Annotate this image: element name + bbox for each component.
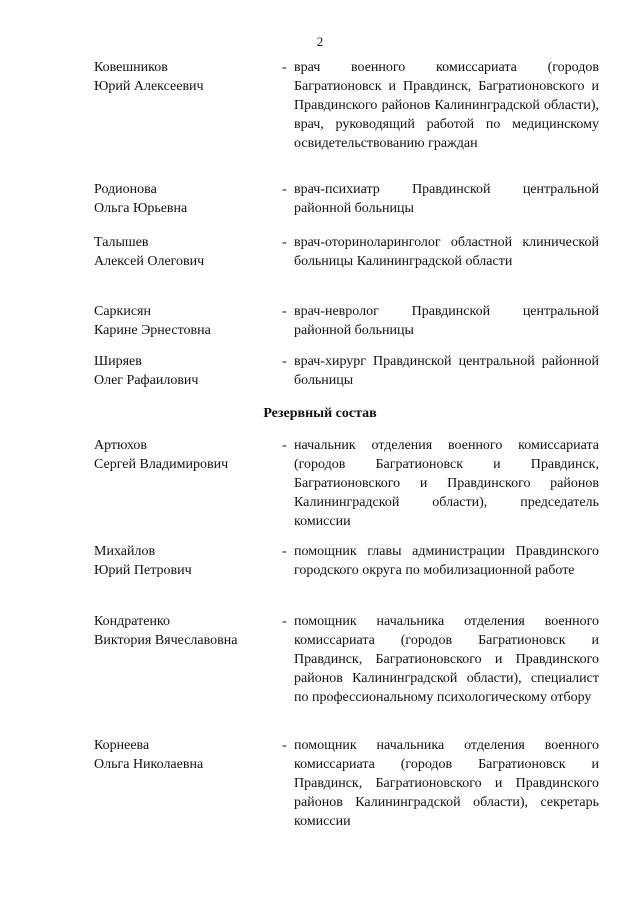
dash-separator: - [282, 738, 287, 753]
member-name [94, 302, 274, 340]
member-given-names: Ольга Николаевна [94, 757, 204, 772]
member-name [94, 233, 274, 271]
member-surname: Кондратенко [94, 614, 171, 629]
member-name [94, 736, 274, 774]
dash-separator: - [282, 438, 287, 453]
dash-separator: - [282, 182, 287, 197]
member-position: помощник главы администрации Правдинского городского округа по мобилизационной работе [294, 544, 599, 578]
member-surname: Талышев [94, 235, 149, 250]
reserve-section-title: Резервный состав [263, 406, 377, 421]
member-surname: Родионова [94, 182, 157, 197]
dash-separator: - [282, 235, 287, 250]
member-surname: Ширяев [94, 354, 142, 369]
member-name [94, 612, 274, 650]
member-given-names: Юрий Петрович [94, 563, 192, 578]
member-position: врач-оториноларинголог областной клинической больницы Калининградской области [294, 235, 599, 269]
member-position: начальник отделения военного комиссариата (городов Багратионовск и Правдинск, Багратионовского и Правдинского районов Калининградской области), председатель комиссии [294, 438, 599, 529]
member-surname: Артюхов [94, 438, 148, 453]
member-surname: Ковешников [94, 60, 168, 75]
member-given-names: Олег Рафаилович [94, 373, 199, 388]
member-position: врач-невролог Правдинской центральной районной больницы [294, 304, 599, 338]
dash-separator: - [282, 614, 287, 629]
member-name [94, 542, 274, 580]
member-surname: Саркисян [94, 304, 151, 319]
member-given-names: Алексей Олегович [94, 254, 205, 269]
member-given-names: Виктория Вячеславовна [94, 633, 238, 648]
member-position: врач военного комиссариата (городов Багратионовск и Правдинск, Багратионовского и Правдинского районов Калининградской области), врач, руководящий работой по медицинскому освидетельствованию граждан [294, 60, 599, 151]
member-position: помощник начальника отделения военного комиссариата (городов Багратионовск и Правдинск, Багратионовского и Правдинского районов Калининградской области), специалист по профессиональному психологическому отбору [294, 614, 599, 705]
member-name [94, 58, 274, 96]
member-given-names: Сергей Владимирович [94, 457, 229, 472]
member-position: врач-психиатр Правдинской центральной районной больницы [294, 182, 599, 216]
dash-separator: - [282, 544, 287, 559]
member-surname: Михайлов [94, 544, 156, 559]
member-given-names: Ольга Юрьевна [94, 201, 188, 216]
member-position: врач-хирург Правдинской центральной районной больницы [294, 354, 599, 388]
member-name [94, 180, 274, 218]
member-position: помощник начальника отделения военного комиссариата (городов Багратионовск и Правдинск, Багратионовского и Правдинского районов Калининградской области), секретарь комиссии [294, 738, 599, 829]
dash-separator: - [282, 60, 287, 75]
member-given-names: Юрий Алексеевич [94, 79, 204, 94]
member-surname: Корнеева [94, 738, 150, 753]
dash-separator: - [282, 304, 287, 319]
page-number: 2 [316, 34, 324, 49]
member-name [94, 436, 274, 474]
dash-separator: - [282, 354, 287, 369]
member-given-names: Карине Эрнестовна [94, 323, 211, 338]
member-name [94, 352, 274, 390]
